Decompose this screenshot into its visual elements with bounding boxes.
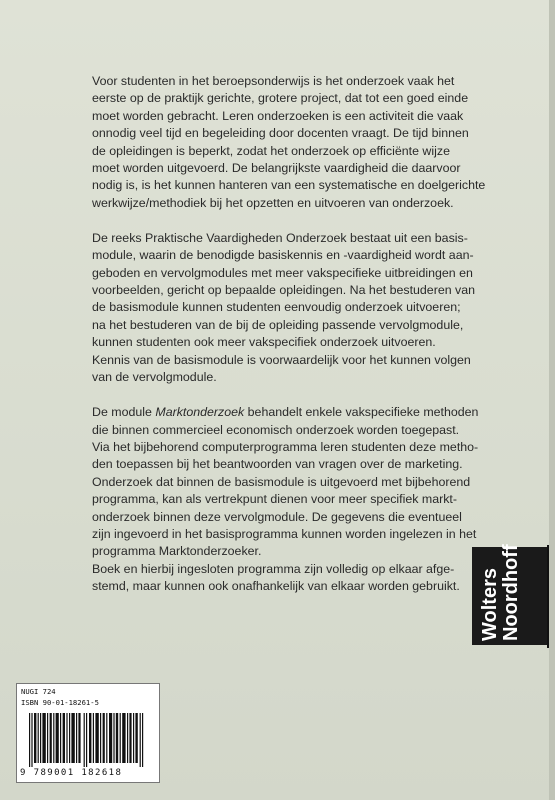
blurb-text: [92, 73, 522, 613]
paragraph-3-rest: behandelt enkele vakspecifieke methoden die binnen commercieel economisch onderzoek worden toegepast. Via het bijbehorend computerprogramma leren studenten deze metho- den toepassen bij het beantwoorden van vragen over de marketing. Onderzoek dat binnen de basismodule is uitgevoerd met bijbehorend programma, kan als vertrekpunt dienen voor meer specifiek markt- onderzoek binnen deze vervolgmodule. De gegevens die eventueel zijn ingevoerd in het basisprogramma kunnen worden ingelezen in het programma Marktonderzoeker. Boek en hierbij ingesloten programma zijn volledig op elkaar afge- stemd, maar kunnen ook onafhankelijk van elkaar worden gebruikt.: [92, 405, 479, 594]
publisher-logo: [472, 544, 555, 645]
module-title: Marktonderzoek: [155, 405, 245, 420]
publisher-name-line-2: Noordhoff: [500, 544, 522, 641]
isbn-number: ISBN 90-01-18261-5: [21, 698, 99, 707]
paragraph-3-prefix: De module: [92, 405, 156, 420]
nugi-code: NUGI 724: [21, 687, 56, 696]
barcode-digits: 9 789001 182618: [20, 768, 123, 778]
publisher-name-line-1: Wolters: [479, 568, 501, 641]
blurb-paragraph-2: De reeks Praktische Vaardigheden Onderzoek bestaat uit een basis- module, waarin de benodigde basiskennis en -vaardigheid wordt aan- geboden en vervolgmodules met meer vakspecifieke uitbreidingen en voorbeelden, gericht op bepaalde opleidingen. Na het bestuderen van de basismodule kunnen studenten eenvoudig onderzoek uitvoeren; na het bestuderen van de bij de opleiding passende vervolgmodule, kunnen studenten ook meer vakspecifiek onderzoek uitvoeren. Kennis van de basismodule is voorwaardelijk voor het kunnen volgen van de vervolgmodule.: [92, 230, 476, 385]
blurb-paragraph-1: Voor studenten in het beroepsonderwijs is het onderzoek vaak het eerste op de praktijk gerichte, grotere project, dat tot een goed einde moet worden gebracht. Leren onderzoeken is een activiteit die vaak onnodig veel tijd en begeleiding door docenten vraagt. De tijd binnen de opleidingen is beperkt, zodat het onderzoek op efficiënte wijze moet worden uitgevoerd. De belangrijkste vaardigheid die daarvoor nodig is, is het kunnen hanteren van een systematische en doelgerichte werkwijze/methodiek bij het opzetten en uitvoeren van onderzoek.: [92, 74, 486, 210]
barcode-icon: [29, 713, 147, 767]
barcode-label: [16, 683, 160, 783]
isbn-block: [21, 686, 99, 708]
blurb-paragraph-3: [92, 404, 522, 595]
spine-edge: [547, 545, 555, 648]
